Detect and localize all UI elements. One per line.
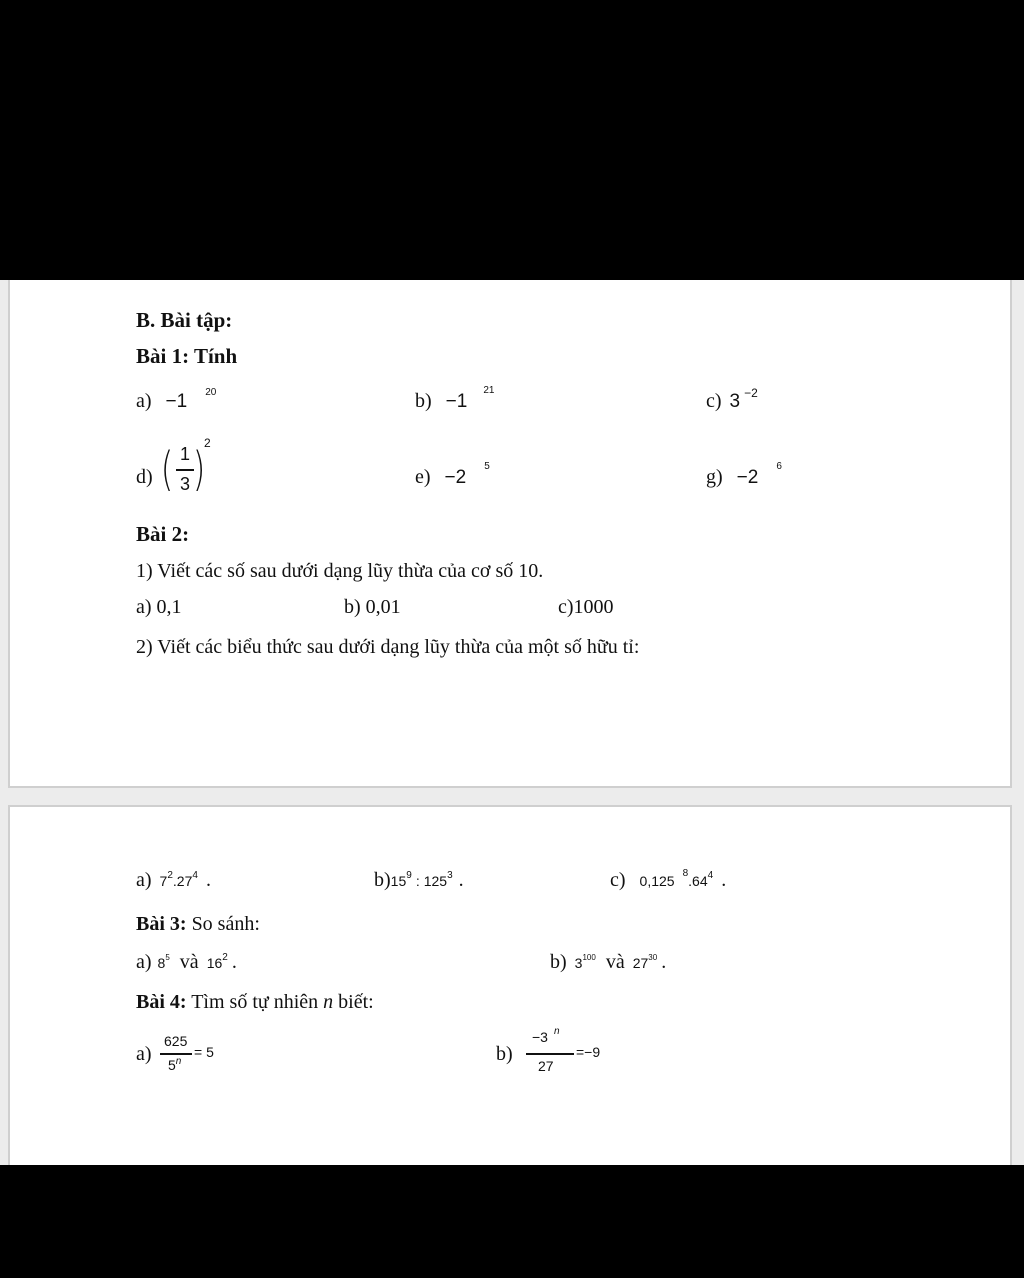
base: 27 [176,873,193,889]
base: 16 [206,955,223,971]
bai2-q1-item-b: b) 0,01 [344,596,401,618]
exponent: 8 [682,868,689,879]
base: 8 [157,955,166,971]
fraction-denominator: 3 [180,474,191,494]
exponent: 5 [165,953,170,962]
fraction-bar [176,469,194,471]
bottom-black-band [0,1165,1024,1278]
bai1-item-g [706,461,782,489]
bai2-q2-item-c [610,869,726,892]
item-label: a) [136,869,152,891]
base: −1 [165,391,188,412]
bai3-title [136,913,260,936]
exponent: 4 [707,870,714,881]
base: 5 [168,1057,176,1073]
period: . [458,869,464,891]
exponent: −2 [744,386,758,400]
exponent: 30 [648,953,658,962]
bai4-title-end: biết: [333,991,374,1013]
section-title: B. Bài tập: [136,308,233,332]
bai4-title-bold: Bài 4: [136,991,187,1013]
top-black-band [0,0,1024,280]
base: 7 [159,873,168,889]
item-label: a) [136,951,152,973]
base: 3 [574,955,583,971]
exponent: 3 [447,870,453,881]
item-label: e) [415,466,431,488]
item-label: b) [550,951,567,973]
bai4-title [136,991,374,1014]
bai4-a-denominator [168,1057,181,1075]
conjunction: và [179,951,199,973]
item-label: c) [610,869,626,891]
exponent: n [553,1026,560,1037]
item-label: b) [374,869,391,891]
period: . [205,869,211,891]
conjunction: và [605,951,625,973]
bai2-q1-item-a: a) 0,1 [136,596,182,618]
document-page [0,280,1024,1165]
base: −2 [444,467,467,488]
exponent: 2 [204,436,211,450]
bai2-q1-item-c: c)1000 [558,596,614,618]
worksheet-panel-1 [8,280,1012,788]
base: 125 [423,873,448,889]
item-label: a) [136,390,152,412]
period: . [661,951,667,973]
bai4-title-rest: Tìm số tự nhiên [186,991,324,1013]
left-paren: ( [160,442,174,496]
exponent: 9 [406,870,412,881]
operator: . [688,873,693,889]
bai2-q2-item-a [136,869,211,892]
item-label: c) [706,390,722,412]
bai4-item-a-label: a) [136,1043,152,1065]
fraction-bar [160,1053,192,1055]
item-label: b) [415,390,432,412]
bai1-item-b [415,385,495,413]
base: 64 [692,873,708,889]
fraction-bar [526,1053,574,1055]
operator: . [172,873,177,889]
exponent: 2 [222,952,228,963]
exponent: n [175,1056,182,1067]
bai3-title-rest: So sánh: [186,913,260,935]
bai1-item-c [706,386,758,413]
bai1-item-d [136,466,153,489]
bai4-a-rhs: = 5 [194,1044,214,1060]
operator: : [415,873,420,889]
fraction-numerator: 1 [180,444,191,464]
bai4-b-rhs: =−9 [576,1044,601,1060]
bai4-title-var: n [323,991,334,1013]
base: 0,125 [639,873,675,889]
base: −1 [445,391,468,412]
bai3-title-bold: Bài 3: [136,913,187,935]
bai4-a-numerator: 625 [164,1033,188,1049]
bai1-title: Bài 1: Tính [136,344,238,368]
exponent: 4 [192,870,198,881]
bai4-b-denominator: 27 [538,1058,554,1074]
bai4-b-numerator [532,1026,560,1047]
period: . [721,869,727,891]
bai1-item-e [415,461,490,489]
exponent: 21 [483,385,495,396]
item-label: d) [136,466,153,488]
period: . [231,951,237,973]
right-paren: ) [192,442,206,496]
bai4-item-b-label: b) [496,1043,513,1065]
bai3-item-a [136,951,237,974]
base: 15 [390,873,407,889]
base: −2 [736,467,759,488]
exponent: 20 [205,387,217,398]
bai2-question-2: 2) Viết các biểu thức sau dưới dạng lũy thừa của một số hữu tỉ: [136,636,640,658]
item-label: g) [706,466,723,488]
exponent: 5 [484,461,490,472]
base: −3 [532,1029,548,1045]
exponent: 2 [167,870,173,881]
exponent: 6 [776,461,782,472]
worksheet-panel-2 [8,805,1012,1167]
bai2-question-1: 1) Viết các số sau dưới dạng lũy thừa của cơ số 10. [136,560,544,582]
base: 3 [729,391,741,412]
bai3-item-b [550,951,666,974]
bai1-item-a [136,387,217,413]
bai2-title: Bài 2: [136,522,190,546]
bai2-q2-item-b [374,869,464,892]
exponent: 100 [582,953,596,962]
base: 27 [632,955,649,971]
